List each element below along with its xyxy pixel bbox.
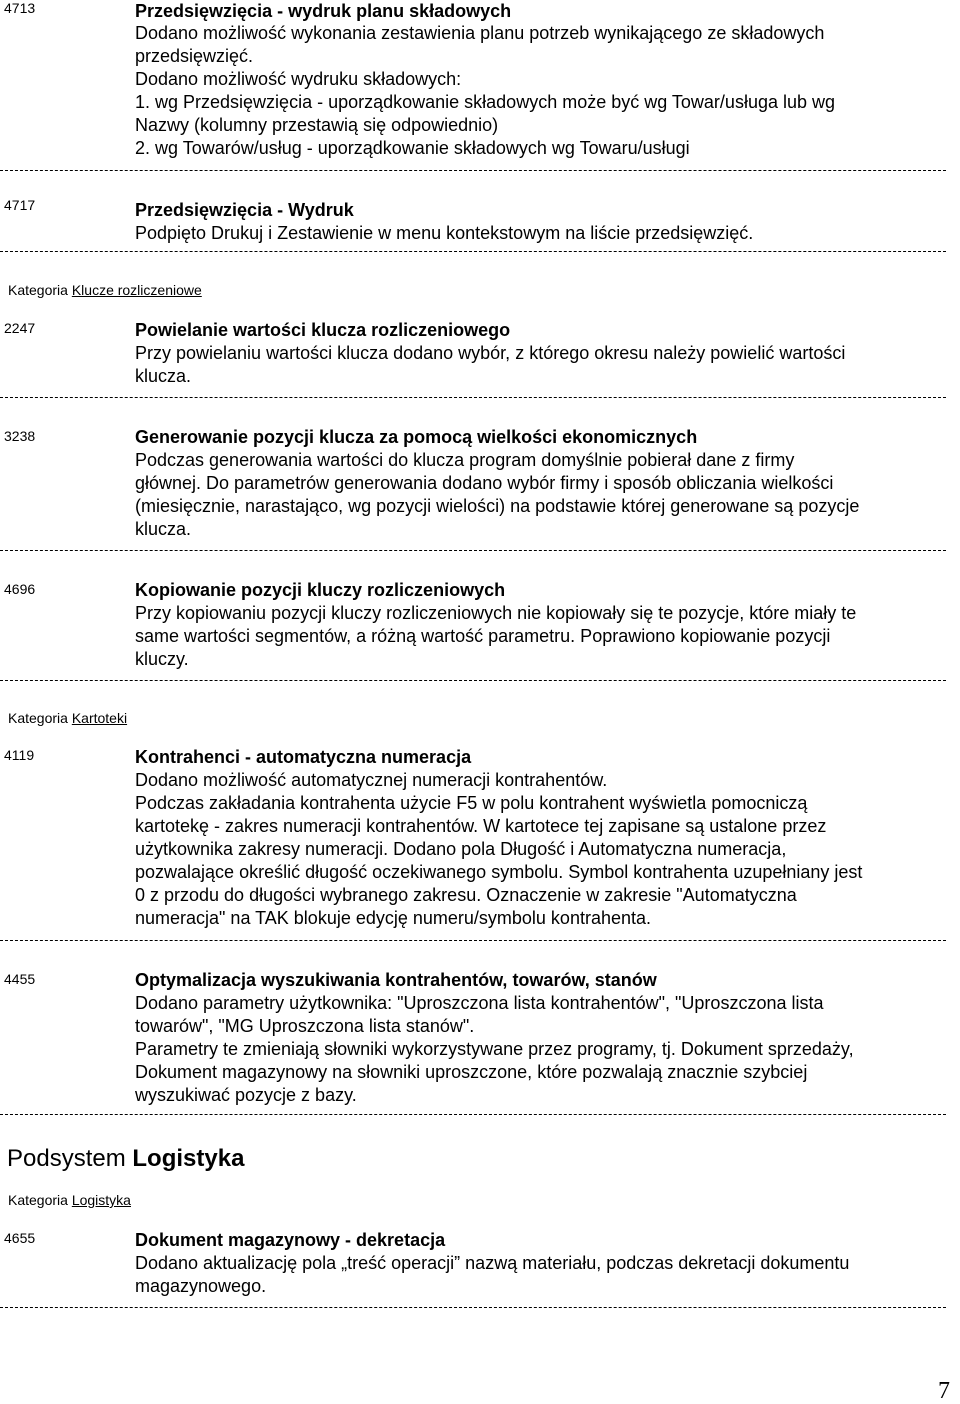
category-label: Kategoria [8, 1192, 68, 1208]
entry-text-line: Nazwy (kolumny przestawią się odpowiednio) [135, 115, 499, 135]
entry-id: 2247 [4, 320, 36, 336]
entry-title: Powielanie wartości klucza rozliczeniowego [135, 320, 511, 340]
entry-text-line: numeracja" na TAK blokuje edycję numeru/symbolu kontrahenta. [135, 908, 652, 928]
separator [0, 1307, 946, 1308]
entry-title: Przedsięwzięcia - Wydruk [135, 200, 354, 220]
entry-text-line: klucza. [135, 366, 192, 386]
entry-text-line: klucza. [135, 519, 192, 539]
entry-id: 4713 [4, 0, 36, 16]
entry-text-line: kartotekę - zakres numeracji kontrahentów. W kartotece tej zapisane są ustalone przez [135, 816, 827, 836]
entry-text-line: Dodano możliwość automatycznej numeracji kontrahentów. [135, 770, 608, 790]
entry-text-line: magazynowego. [135, 1276, 267, 1296]
separator [0, 550, 946, 551]
category-heading [8, 281, 202, 299]
subsystem-heading [7, 1145, 244, 1173]
category-link[interactable]: Logistyka [71, 1192, 131, 1208]
entry-text-line: Podczas generowania wartości do klucza program domyślnie pobierał dane z firmy [135, 450, 795, 470]
entry-id: 4696 [4, 581, 36, 597]
entry-title: Generowanie pozycji klucza za pomocą wielkości ekonomicznych [135, 427, 698, 447]
category-heading [8, 709, 127, 727]
entry-text-line: Dokument magazynowy na słowniki uproszczone, które pozwalają znacznie szybciej [135, 1062, 808, 1082]
subsystem-name: Logistyka [132, 1145, 245, 1172]
separator [0, 680, 946, 681]
category-link[interactable]: Klucze rozliczeniowe [71, 282, 202, 298]
subsystem-label: Podsystem [7, 1145, 126, 1172]
entry-text-line: Podczas zakładania kontrahenta użycie F5 w polu kontrahent wyświetla pomocniczą [135, 793, 808, 813]
entry-text-line: Parametry te zmieniają słowniki wykorzystywane przez programy, tj. Dokument sprzedaży, [135, 1039, 854, 1059]
entry-title: Przedsięwzięcia - wydruk planu składowych [135, 1, 512, 21]
entry-text-line: pozwalające określić długość oczekiwanego symbolu. Symbol kontrahenta uzupełniany jest [135, 862, 863, 882]
separator [0, 397, 946, 398]
entry-text-line: Podpięto Drukuj i Zestawienie w menu kontekstowym na liście przedsięwzięć. [135, 223, 754, 243]
entry-text-line: głównej. Do parametrów generowania dodano wybór firmy i sposób obliczania wielkości [135, 473, 834, 493]
separator [0, 940, 946, 941]
entry-text-line: Przy powielaniu wartości klucza dodano wybór, z którego okresu należy powielić wartości [135, 343, 846, 363]
entry-title: Optymalizacja wyszukiwania kontrahentów, towarów, stanów [135, 970, 657, 990]
entry-title: Kontrahenci - automatyczna numeracja [135, 747, 472, 767]
entry-text-line: same wartości segmentów, a różną wartość parametru. Poprawiono kopiowanie pozycji [135, 626, 831, 646]
entry-text-line: 0 z przodu do długości wybranego zakresu. Oznaczenie w zakresie "Automatyczna [135, 885, 797, 905]
entry-id: 4717 [4, 197, 36, 213]
entry-id: 4119 [4, 747, 35, 763]
entry-id: 4655 [4, 1230, 36, 1246]
page-number: 7 [938, 1378, 950, 1404]
separator [0, 251, 946, 252]
category-label: Kategoria [8, 282, 68, 298]
entry-text-line: Dodano parametry użytkownika: "Uproszczona lista kontrahentów", "Uproszczona lista [135, 993, 824, 1013]
separator [0, 170, 946, 171]
category-link[interactable]: Kartoteki [71, 710, 128, 726]
entry-text-line: przedsięwzięć. [135, 46, 254, 66]
entry-text-line: 1. wg Przedsięwzięcia - uporządkowanie składowych może być wg Towar/usługa lub wg [135, 92, 836, 112]
entry-text-line: użytkownika zakresy numeracji. Dodano pola Długość i Automatyczna numeracja, [135, 839, 787, 859]
entry-text-line: towarów", "MG Uproszczona lista stanów". [135, 1016, 475, 1036]
entry-text-line: Przy kopiowaniu pozycji kluczy rozliczeniowych nie kopiowały się te pozycje, które miały te [135, 603, 857, 623]
entry-text-line: Dodano możliwość wydruku składowych: [135, 69, 462, 89]
entry-text-line: (miesięcznie, narastająco, wg pozycji wielości) na podstawie której generowane są pozycje [135, 496, 860, 516]
entry-id: 3238 [4, 428, 36, 444]
category-heading [8, 1191, 131, 1209]
entry-text-line: kluczy. [135, 649, 189, 669]
category-label: Kategoria [8, 710, 68, 726]
entry-text-line: Dodano aktualizację pola „treść operacji” nazwą materiału, podczas dekretacji dokumentu [135, 1253, 850, 1273]
entry-text-line: 2. wg Towarów/usług - uporządkowanie składowych wg Towaru/usługi [135, 138, 690, 158]
entry-text-line: Dodano możliwość wykonania zestawienia planu potrzeb wynikającego ze składowych [135, 23, 825, 43]
entry-id: 4455 [4, 971, 36, 987]
separator [0, 1114, 946, 1115]
entry-title: Kopiowanie pozycji kluczy rozliczeniowych [135, 580, 506, 600]
entry-text-line: wyszukiwać pozycje z bazy. [135, 1085, 357, 1105]
entry-title: Dokument magazynowy - dekretacja [135, 1230, 446, 1250]
